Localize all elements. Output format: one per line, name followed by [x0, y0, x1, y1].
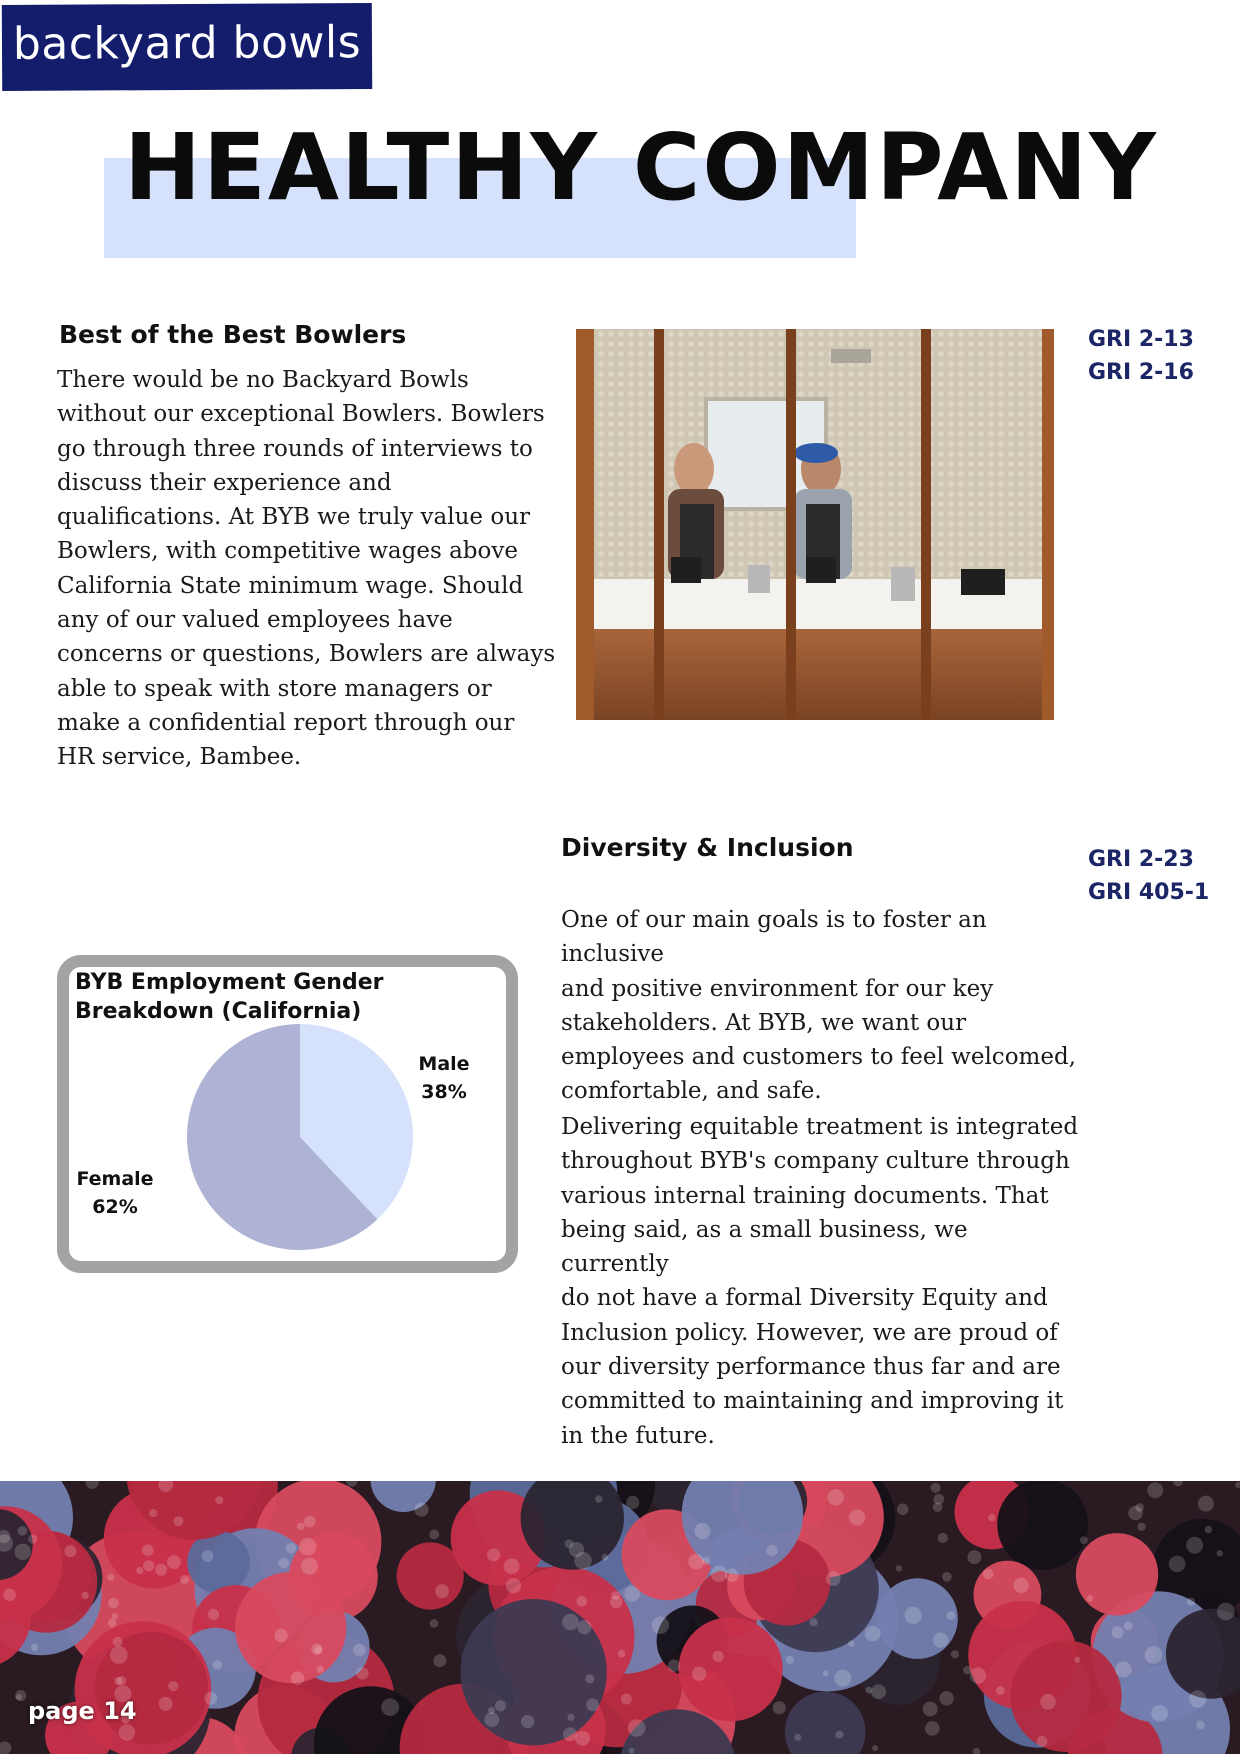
diversity-line: being said, as a small business, we currently [561, 1216, 968, 1278]
berry-highlight [1169, 1556, 1186, 1573]
berry-highlight [951, 1650, 959, 1658]
berry-highlight [628, 1719, 646, 1737]
berry-highlight [304, 1516, 316, 1528]
bowlers-line: able to speak with store managers or [57, 675, 492, 702]
berry-shape [95, 1632, 208, 1745]
berry-highlight [1189, 1690, 1206, 1707]
berry-highlight [1080, 1536, 1088, 1544]
berry-highlight [299, 1538, 316, 1555]
berry-shape [235, 1572, 346, 1683]
berry-highlight [278, 1558, 289, 1569]
berry-highlight [629, 1748, 635, 1754]
berry-highlight [618, 1650, 626, 1658]
berry-highlight [15, 1544, 31, 1560]
berry-highlight [484, 1712, 499, 1727]
berry-highlight [967, 1550, 981, 1564]
diversity-line: in the future. [561, 1422, 715, 1449]
berry-highlight [794, 1734, 801, 1741]
berry-highlight [18, 1526, 28, 1536]
bowlers-line: qualifications. At BYB we truly value our [57, 504, 531, 531]
diversity-line: committed to maintaining and improving it [561, 1388, 1064, 1415]
pie-label-male-value: 38% [421, 1081, 467, 1103]
gender-pie-chart [180, 1017, 420, 1257]
gri-tag: GRI 405-1 [1088, 880, 1210, 905]
berry-highlight [155, 1564, 167, 1576]
berry-highlight [149, 1509, 157, 1517]
gri-tags-bowlers [1088, 323, 1194, 389]
berry-highlight [872, 1745, 878, 1751]
berry-shape [1010, 1641, 1121, 1752]
berry-highlight [215, 1496, 223, 1504]
berry-highlight [849, 1509, 865, 1525]
berry-highlight [1037, 1736, 1048, 1747]
berry-highlight [117, 1676, 126, 1685]
berry-highlight [565, 1539, 574, 1548]
berry-highlight [1040, 1694, 1056, 1710]
pie-label-male [404, 1050, 484, 1106]
berry-highlight [113, 1637, 123, 1647]
berry-highlight [827, 1489, 844, 1506]
berry-highlight [495, 1700, 506, 1711]
berry-highlight [108, 1619, 117, 1628]
berry-highlight [624, 1586, 640, 1602]
diversity-paragraph-1 [561, 903, 1081, 1109]
berry-highlight [159, 1697, 173, 1711]
berry-highlight [652, 1617, 669, 1634]
berry-highlight [773, 1701, 786, 1714]
bowlers-line: discuss their experience and [57, 469, 392, 496]
berry-highlight [933, 1633, 948, 1648]
berry-highlight [205, 1692, 218, 1705]
berry-highlight [725, 1568, 739, 1582]
page-title: HEALTHY COMPANY [124, 114, 1158, 221]
berry-highlight [602, 1554, 609, 1561]
berry-highlight [688, 1554, 704, 1570]
berry-shape [187, 1531, 250, 1594]
berry-highlight [208, 1609, 219, 1620]
berry-highlight [947, 1611, 956, 1620]
berry-highlight [897, 1504, 908, 1515]
bowlers-line: concerns or questions, Bowlers are always [57, 641, 556, 668]
berry-highlight [786, 1656, 794, 1664]
berry-highlight [168, 1681, 178, 1691]
staff-photo [576, 329, 1054, 720]
diversity-line: our diversity performance thus far and are [561, 1354, 1061, 1381]
berry-highlight [563, 1727, 577, 1741]
bowlers-line: There would be no Backyard Bowls [57, 367, 469, 393]
berry-highlight [585, 1674, 594, 1683]
berry-shape [997, 1481, 1088, 1570]
berry-highlight [1115, 1661, 1131, 1677]
berry-highlight [1205, 1526, 1212, 1533]
berry-highlight [108, 1598, 119, 1609]
berry-highlight [848, 1640, 855, 1647]
berry-highlight [695, 1523, 711, 1539]
berry-highlight [577, 1596, 588, 1607]
berry-highlight [202, 1550, 214, 1562]
berry-highlight [1086, 1595, 1093, 1602]
berries-graphic [0, 1481, 1240, 1754]
gri-tag: GRI 2-16 [1088, 360, 1194, 385]
berry-highlight [64, 1545, 76, 1557]
gri-tag: GRI 2-13 [1088, 327, 1194, 352]
diversity-line: stakeholders. At BYB, we want our [561, 1009, 967, 1036]
diversity-line: various internal training documents. That [561, 1182, 1049, 1209]
berry-highlight [381, 1698, 399, 1716]
berry-highlight [575, 1731, 590, 1746]
berry-highlight [3, 1589, 16, 1602]
berry-highlight [692, 1667, 706, 1681]
berry-highlight [1128, 1506, 1143, 1521]
diversity-line: One of our main goals is to foster an inclusive [561, 907, 987, 968]
diversity-heading: Diversity & Inclusion [561, 833, 854, 862]
berry-highlight [567, 1714, 574, 1721]
berry-highlight [31, 1644, 39, 1652]
brand-logo-text: backyard bowls [12, 16, 362, 70]
berry-highlight [107, 1574, 114, 1581]
berry-highlight [28, 1534, 37, 1543]
berry-highlight [291, 1671, 305, 1685]
berry-highlight [286, 1543, 296, 1553]
bowlers-line: Bowlers, with competitive wages above [57, 538, 518, 565]
berry-highlight [521, 1715, 534, 1728]
diversity-paragraph-2 [561, 1110, 1081, 1453]
berry-highlight [923, 1702, 938, 1717]
berry-highlight [983, 1569, 994, 1580]
berry-shape [785, 1692, 866, 1754]
berry-highlight [504, 1558, 520, 1574]
berry-highlight [353, 1644, 366, 1657]
bowlers-line: without our exceptional Bowlers. Bowlers [57, 401, 545, 428]
berry-highlight [826, 1571, 841, 1586]
bowlers-heading: Best of the Best Bowlers [59, 320, 407, 349]
berry-highlight [810, 1618, 818, 1626]
berry-shape [1076, 1533, 1158, 1615]
berry-highlight [577, 1620, 591, 1634]
berry-highlight [506, 1578, 521, 1593]
diversity-line: Delivering equitable treatment is integrated [561, 1114, 1079, 1140]
berry-highlight [414, 1503, 428, 1517]
berry-highlight [586, 1698, 599, 1711]
berry-highlight [1111, 1626, 1123, 1638]
staff-photo-graphic [576, 329, 1054, 720]
berry-highlight [610, 1596, 623, 1609]
diversity-line: and positive environment for our key [561, 975, 994, 1002]
berry-highlight [346, 1481, 357, 1487]
berry-highlight [1147, 1482, 1163, 1498]
berry-highlight [167, 1555, 181, 1569]
diversity-line: comfortable, and safe. [561, 1078, 822, 1105]
berry-highlight [925, 1721, 940, 1736]
berry-highlight [430, 1619, 439, 1628]
pie-label-female-name: Female [76, 1168, 154, 1190]
berry-highlight [213, 1660, 223, 1670]
berry-highlight [180, 1575, 189, 1584]
berry-highlight [702, 1557, 710, 1565]
berry-highlight [487, 1548, 500, 1561]
berry-highlight [317, 1666, 324, 1673]
pie-label-male-name: Male [418, 1053, 470, 1075]
bowlers-line: any of our valued employees have [57, 607, 453, 634]
berry-highlight [823, 1670, 829, 1676]
bowlers-body [57, 363, 557, 775]
berry-highlight [668, 1659, 681, 1672]
pie-label-female-value: 62% [92, 1196, 138, 1218]
berry-highlight [711, 1566, 727, 1582]
berry-highlight [1217, 1603, 1235, 1621]
berry-highlight [1198, 1496, 1214, 1512]
berry-highlight [110, 1646, 128, 1664]
berries-photo [0, 1481, 1240, 1754]
berry-highlight [970, 1668, 986, 1684]
diversity-line: do not have a formal Diversity Equity and [561, 1285, 1048, 1312]
berry-highlight [16, 1694, 22, 1700]
diversity-line: Inclusion policy. However, we are proud of [561, 1319, 1058, 1346]
berry-highlight [834, 1670, 851, 1687]
berry-highlight [1145, 1646, 1163, 1664]
berry-highlight [896, 1565, 902, 1571]
berry-highlight [595, 1495, 602, 1502]
bowlers-line: California State minimum wage. Should [57, 572, 524, 599]
berry-highlight [931, 1483, 941, 1493]
berry-highlight [939, 1691, 953, 1705]
berry-highlight [435, 1584, 449, 1598]
berry-highlight [429, 1530, 439, 1540]
gri-tags-diversity [1088, 843, 1209, 909]
berry-highlight [973, 1748, 980, 1754]
berry-highlight [1235, 1482, 1240, 1488]
pie-label-female [70, 1165, 160, 1221]
berry-highlight [1187, 1598, 1195, 1606]
berry-highlight [81, 1592, 88, 1599]
diversity-line: throughout BYB's company culture through [561, 1148, 1070, 1175]
bowlers-line: HR service, Bambee. [57, 744, 302, 771]
berry-highlight [86, 1481, 99, 1489]
page-number: page 14 [28, 1697, 137, 1725]
berry-highlight [904, 1607, 921, 1624]
gri-tag: GRI 2-23 [1088, 847, 1194, 872]
berry-highlight [933, 1502, 943, 1512]
berry-highlight [938, 1533, 948, 1543]
berry-highlight [0, 1741, 11, 1754]
berry-highlight [574, 1552, 591, 1569]
berry-highlight [988, 1514, 995, 1521]
berry-highlight [1186, 1537, 1203, 1554]
berry-highlight [713, 1651, 724, 1662]
berry-highlight [301, 1558, 318, 1575]
berry-highlight [297, 1523, 305, 1531]
berry-highlight [1138, 1523, 1146, 1531]
berry-highlight [143, 1560, 154, 1571]
berry-highlight [621, 1694, 632, 1705]
berry-highlight [119, 1724, 135, 1740]
berry-highlight [173, 1516, 183, 1526]
berry-highlight [314, 1646, 322, 1654]
berry-highlight [136, 1567, 143, 1574]
berry-highlight [1151, 1705, 1168, 1722]
bowlers-line: go through three rounds of interviews to [57, 435, 533, 462]
berry-highlight [1074, 1657, 1080, 1663]
brand-logo [2, 3, 372, 91]
berry-highlight [865, 1626, 881, 1642]
berry-highlight [433, 1654, 446, 1667]
berry-highlight [562, 1614, 579, 1631]
berry-highlight [996, 1686, 1005, 1695]
berry-highlight [142, 1544, 154, 1556]
berry-highlight [356, 1667, 368, 1679]
berry-highlight [112, 1613, 118, 1619]
berry-highlight [766, 1545, 777, 1556]
berry-highlight [1173, 1481, 1183, 1486]
berry-highlight [1216, 1550, 1223, 1557]
berry-highlight [1196, 1721, 1205, 1730]
berry-highlight [835, 1731, 843, 1739]
bowlers-line: make a confidential report through our [57, 709, 515, 736]
chart-title: BYB Employment Gender Breakdown (California) [75, 970, 384, 1024]
berry-highlight [274, 1629, 287, 1642]
berry-highlight [871, 1684, 886, 1699]
berry-highlight [1124, 1622, 1133, 1631]
berry-highlight [1013, 1578, 1028, 1593]
diversity-line: employees and customers to feel welcomed, [561, 1044, 1076, 1071]
berry-highlight [626, 1496, 639, 1509]
berry-highlight [942, 1572, 952, 1582]
